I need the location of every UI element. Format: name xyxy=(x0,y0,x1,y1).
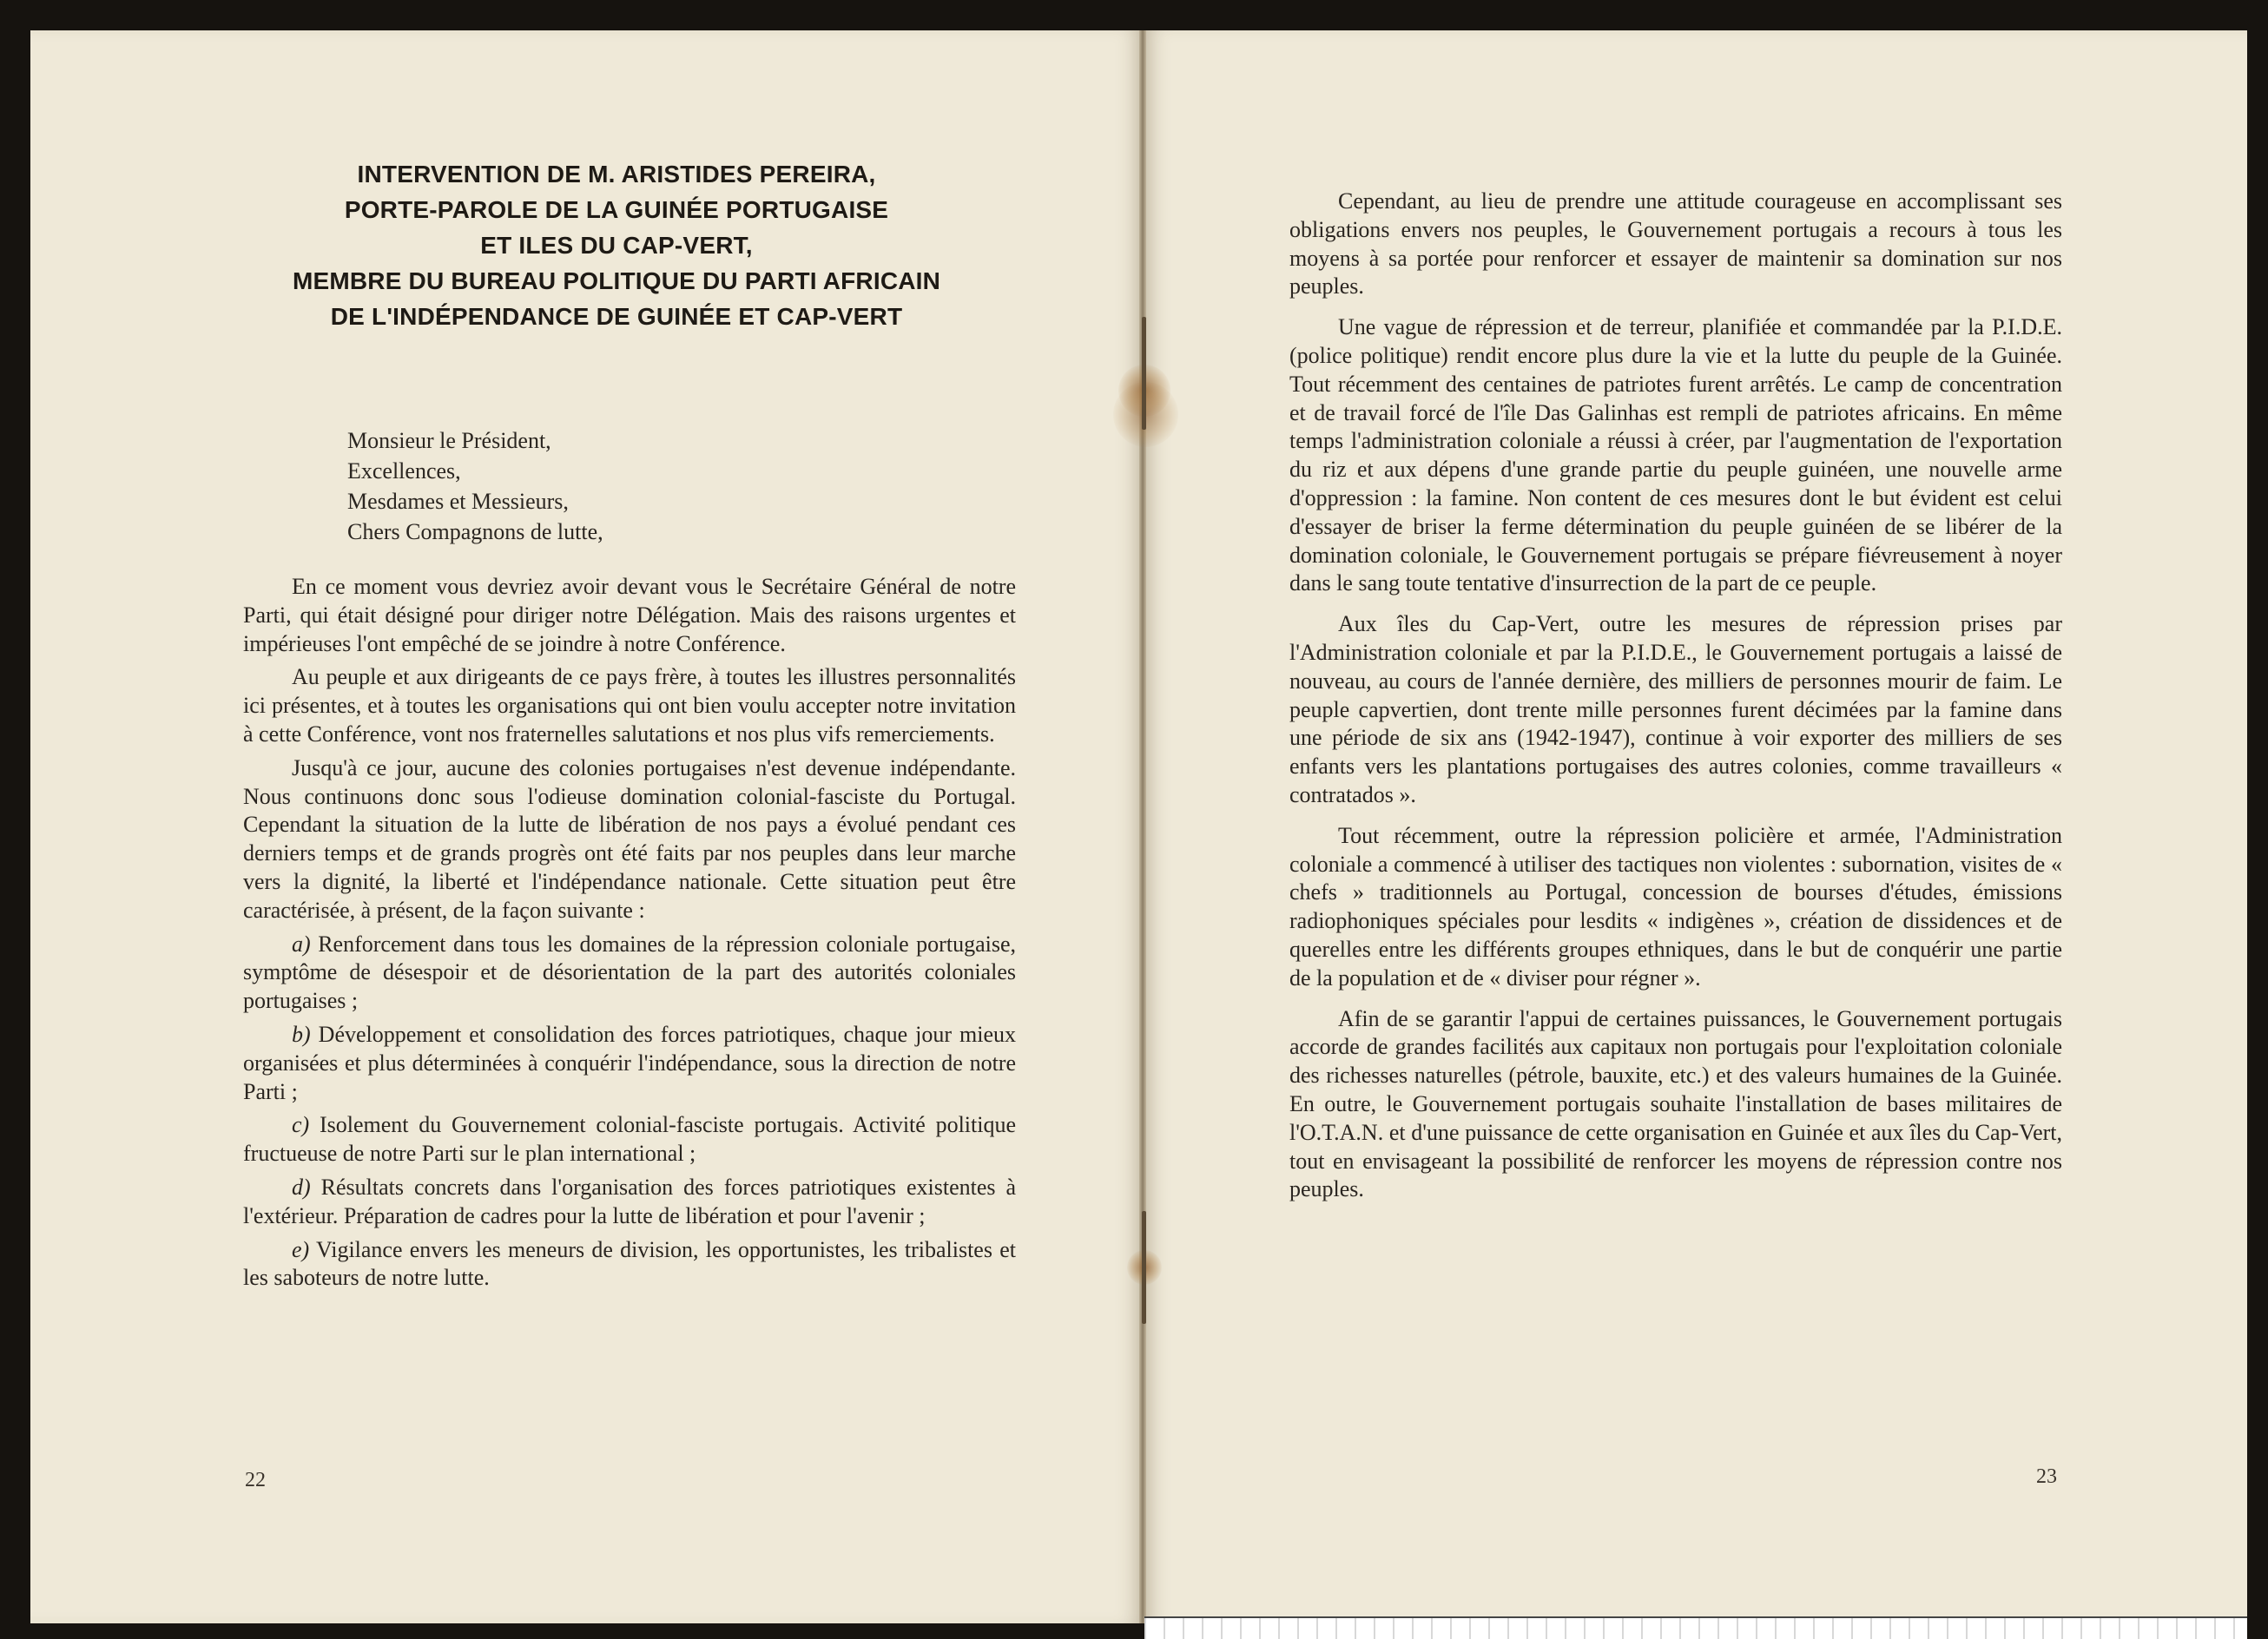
paragraph: Afin de se garantir l'appui de certaines puissances, le Gouvernement portugais accorde de grandes facilités aux capitaux non portugais pour l'exploitation coloniale des richesses naturelles (pétrole, bauxite, etc.) et des valeurs humaines de la Guinée. En outre, le Gouvernement portugais souhaite l'installation de bases militaires de l'O.T.A.N. et d'une puissance de cette organisation en Guinée et aux îles du Cap-Vert, tout en envisageant la possibilité de renforcer les moyens de répression contre nos peuples. xyxy=(1289,1005,2062,1202)
right-body xyxy=(1289,188,2062,1209)
salutation-line: Monsieur le Président, xyxy=(347,428,551,453)
list-item-text: Résultats concrets dans l'organisation des forces patriotiques existentes à l'extérieur. Préparation de cadres pour la lutte de libération et pour l'avenir ; xyxy=(243,1174,1016,1228)
title-line: PORTE-PAROLE DE LA GUINÉE PORTUGAISE xyxy=(344,196,889,223)
paragraph: En ce moment vous devriez avoir devant vous le Secrétaire Général de notre Parti, qui était désigné pour diriger notre Délégation. Mais des raisons urgentes et impérieuses l'ont empêché de se joindre à notre Conférence. xyxy=(243,574,1016,656)
list-item xyxy=(243,1174,1016,1231)
speech-title xyxy=(260,156,972,334)
list-item xyxy=(243,1021,1016,1106)
paragraph: Tout récemment, outre la répression policière et armée, l'Administration coloniale a commencé à utiliser des tactiques non violentes : subornation, visites de « chefs » traditionnels au Portugal, concession de bourses d'études, émissions radiophoniques spéciales pour lesdits « indigènes », création de dissidences et de querelles entre les différents groupes ethniques, dans le but de conquérir une partie de la population et de « diviser pour régner ». xyxy=(1289,822,2062,991)
paragraph: Au peuple et aux dirigeants de ce pays frère, à toutes les illustres personnalités ici présentes, et à toutes les organisations qui ont bien voulu accepter notre invitation à cette Conférence, vont nos fraternelles salutations et nos plus vifs remerciements. xyxy=(243,664,1016,747)
list-item xyxy=(243,1236,1016,1293)
salutation-line: Excellences, xyxy=(347,458,461,484)
page-number: 23 xyxy=(2036,1465,2057,1488)
list-marker: e) xyxy=(292,1236,310,1262)
title-line: DE L'INDÉPENDANCE DE GUINÉE ET CAP-VERT xyxy=(330,303,903,330)
list-item-text: Isolement du Gouvernement colonial-fasciste portugais. Activité politique fructueuse de notre Parti sur le plan international ; xyxy=(243,1112,1017,1167)
list-item-text: Renforcement dans tous les domaines de la répression coloniale portugaise, symptôme de désespoir et de désorientation de la part des autorités coloniales portugaises ; xyxy=(243,931,1016,1014)
salutation xyxy=(347,425,603,547)
list-item-text: Vigilance envers les meneurs de division, les opportunistes, les tribalistes et les saboteurs de notre lutte. xyxy=(243,1236,1016,1291)
title-line: ET ILES DU CAP-VERT, xyxy=(480,232,753,259)
list-marker: d) xyxy=(292,1174,311,1200)
scale-ruler xyxy=(1144,1616,2247,1639)
list-marker: c) xyxy=(292,1112,310,1138)
paragraph: Une vague de répression et de terreur, planifiée et commandée par la P.I.D.E. (police politique) rendit encore plus dure la vie et la lutte du peuple de la Guinée. Tout récemment des centaines de patriotes furent arrêtés. Le camp de concentration et de travail forcé de l'île Das Galinhas est rempli de patriotes africains. En même temps l'administration coloniale a réussi à créer, par l'augmentation de l'exportation du riz et aux dépens d'une grande partie du peuple guinéen, une nouvelle arme d'oppression : la famine. Non content de ces mesures dont le but évident est celui d'essayer de briser la ferme détermination du peuple guinéen de se libérer de la domination coloniale, le Gouvernement portugais se prépare fiévreusement à noyer dans le sang toute tentative d'insurrection de la part de ce peuple. xyxy=(1289,314,2062,596)
salutation-line: Chers Compagnons de lutte, xyxy=(347,519,603,544)
paragraph: Aux îles du Cap-Vert, outre les mesures de répression prises par l'Administration coloniale et par la P.I.D.E., le Gouvernement portugais a laissé de nouveau, au cours de l'année dernière, des milliers de personnes mourir de faim. Le peuple capvertien, dont trente mille personnes furent décimées par la famine dans une période de six ans (1942-1947), continue à voir exporter des milliers de ses enfants vers les plantations portugaises des autres colonies, comme travailleurs « contratados ». xyxy=(1289,611,2062,807)
staple xyxy=(1142,1211,1146,1324)
staple xyxy=(1142,317,1146,430)
left-body xyxy=(243,573,1016,1298)
paragraph: Jusqu'à ce jour, aucune des colonies portugaises n'est devenue indépendante. Nous continuons donc sous l'odieuse domination colonial-fasciste du Portugal. Cependant la situation de la lutte de libération de nos pays a évolué pendant ces derniers temps et de grands progrès ont été faits par nos peuples dans leur marche vers la dignité, la liberté et l'indépendance nationale. Cette situation peut être caractérisée, à présent, de la façon suivante : xyxy=(243,754,1016,923)
book-gutter xyxy=(1139,30,1146,1623)
list-item xyxy=(243,931,1016,1016)
title-line: INTERVENTION DE M. ARISTIDES PEREIRA, xyxy=(357,161,876,188)
title-line: MEMBRE DU BUREAU POLITIQUE DU PARTI AFRICAIN xyxy=(292,267,941,294)
page-number: 22 xyxy=(245,1469,266,1491)
list-item xyxy=(243,1111,1016,1168)
list-marker: b) xyxy=(292,1021,311,1047)
paragraph: Cependant, au lieu de prendre une attitude courageuse en accomplissant ses obligations envers nos peuples, le Gouvernement portugais a recours à tous les moyens à sa portée pour renforcer et essayer de maintenir sa domination sur nos peuples. xyxy=(1289,188,2062,299)
list-marker: a) xyxy=(292,931,311,957)
list-item-text: Développement et consolidation des forces patriotiques, chaque jour mieux organisées et plus déterminées à conquérir l'indépendance, sous la direction de notre Parti ; xyxy=(243,1021,1016,1104)
salutation-line: Mesdames et Messieurs, xyxy=(347,489,569,514)
